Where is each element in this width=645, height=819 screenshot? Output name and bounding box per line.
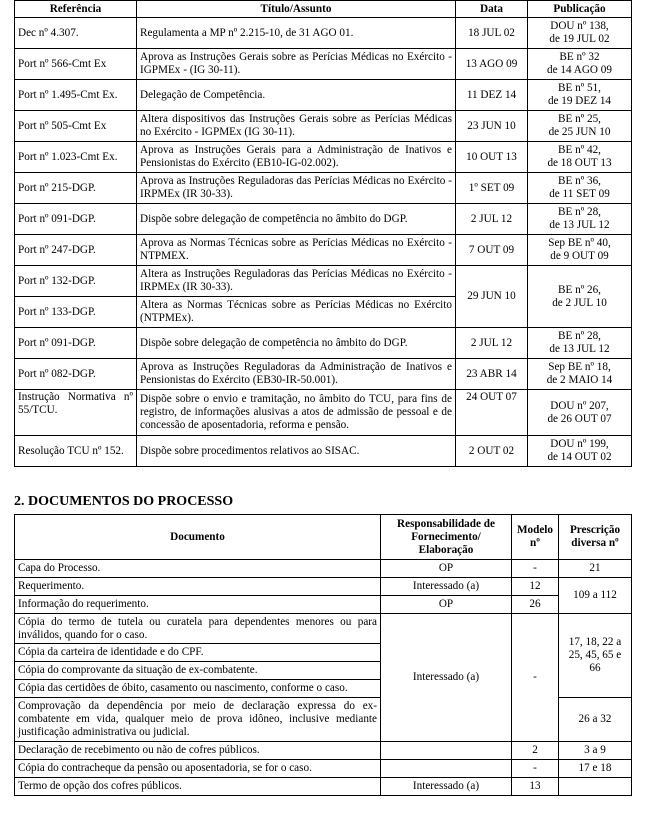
reference-cell: Port nº 091-DGP.	[15, 204, 137, 235]
document-cell: Capa do Processo.	[15, 560, 381, 578]
table-row	[15, 80, 632, 111]
table-row	[15, 266, 632, 297]
reference-cell: Port nº 091-DGP.	[15, 328, 137, 359]
table-row	[15, 359, 632, 390]
publication-cell: BE nº 28, de 13 JUL 12	[528, 328, 632, 359]
date-cell: 2 JUL 12	[456, 204, 528, 235]
title-cell: Altera dispositivos das Instruções Gerais sobre as Perícias Médicas no Exército - IGPMEx (IG 30-11).	[137, 111, 456, 142]
prescription-cell: 17, 18, 22 a 25, 45, 65 e 66	[559, 614, 632, 698]
responsibility-cell: OP	[381, 560, 512, 578]
title-cell: Dispõe sobre procedimentos relativos ao SISAC.	[137, 436, 456, 467]
title-cell: Delegação de Competência.	[137, 80, 456, 111]
publication-cell: DOU nº 199, de 14 OUT 02	[528, 436, 632, 467]
date-cell: 29 JUN 10	[456, 266, 528, 328]
date-cell: 2 OUT 02	[456, 436, 528, 467]
table-row	[15, 778, 632, 796]
title-cell: Altera as Instruções Reguladoras das Perícias Médicas no Exército - IRPMEx (IR 30-33).	[137, 266, 456, 297]
publication-cell: BE nº 32 de 14 AGO 09	[528, 49, 632, 80]
publication-cell: Sep BE nº 18, de 2 MAIO 14	[528, 359, 632, 390]
title-cell: Aprova as Instruções Reguladoras da Administração de Inativos e Pensionistas do Exército (EB30-IR-50.001).	[137, 359, 456, 390]
reference-cell: Port nº 133-DGP.	[15, 297, 137, 328]
date-cell: 23 ABR 14	[456, 359, 528, 390]
publication-cell: BE nº 25, de 25 JUN 10	[528, 111, 632, 142]
col-header-model: Modelo nº	[512, 515, 559, 560]
date-cell: 1º SET 09	[456, 173, 528, 204]
table-row	[15, 49, 632, 80]
document-cell: Cópia do termo de tutela ou curatela para dependentes menores ou para inválidos, quando for o caso.	[15, 614, 381, 644]
responsibility-cell	[381, 742, 512, 760]
table-row	[15, 18, 632, 49]
table-row	[15, 596, 632, 614]
document-cell: Informação do requerimento.	[15, 596, 381, 614]
col-header-publication: Publicação	[528, 1, 632, 18]
title-cell: Dispõe sobre delegação de competência no âmbito do DGP.	[137, 328, 456, 359]
reference-cell: Port nº 247-DGP.	[15, 235, 137, 266]
table-row	[15, 760, 632, 778]
prescription-cell: 21	[559, 560, 632, 578]
table-row	[15, 390, 632, 436]
model-cell: -	[512, 614, 559, 742]
table-row	[15, 111, 632, 142]
document-cell: Cópia da carteira de identidade e do CPF.	[15, 644, 381, 662]
publication-cell: BE nº 51, de 19 DEZ 14	[528, 80, 632, 111]
publication-cell: DOU nº 138, de 19 JUL 02	[528, 18, 632, 49]
date-cell: 10 OUT 13	[456, 142, 528, 173]
reference-cell: Port nº 132-DGP.	[15, 266, 137, 297]
responsibility-cell	[381, 760, 512, 778]
table-row	[15, 742, 632, 760]
documents-table	[14, 514, 632, 796]
reference-cell: Port nº 1.023-Cmt Ex.	[15, 142, 137, 173]
prescription-cell	[559, 778, 632, 796]
prescription-cell: 17 e 18	[559, 760, 632, 778]
title-cell: Regulamenta a MP nº 2.215-10, de 31 AGO 01.	[137, 18, 456, 49]
publication-cell: BE nº 28, de 13 JUL 12	[528, 204, 632, 235]
responsibility-cell: Interessado (a)	[381, 614, 512, 742]
document-cell: Comprovação da dependência por meio de declaração expressa do ex-combatente em vida, qualquer meio de prova idôneo, inclusive mediante justificação administrativa ou judicial.	[15, 698, 381, 742]
references-table	[14, 0, 632, 467]
model-cell: -	[512, 760, 559, 778]
prescription-cell: 3 a 9	[559, 742, 632, 760]
publication-cell: BE nº 42, de 18 OUT 13	[528, 142, 632, 173]
col-header-title: Título/Assunto	[137, 1, 456, 18]
date-cell: 2 JUL 12	[456, 328, 528, 359]
date-cell: 18 JUL 02	[456, 18, 528, 49]
model-cell: 2	[512, 742, 559, 760]
reference-cell: Port nº 215-DGP.	[15, 173, 137, 204]
publication-cell: Sep BE nº 40, de 9 OUT 09	[528, 235, 632, 266]
title-cell: Aprova as Instruções Gerais sobre as Perícias Médicas no Exército - IGPMEx - (IG 30-11).	[137, 49, 456, 80]
title-cell: Dispõe sobre delegação de competência no âmbito do DGP.	[137, 204, 456, 235]
title-cell: Aprova as Instruções Reguladoras das Perícias Médicas no Exército - IRPMEx (IR 30-33).	[137, 173, 456, 204]
document-cell: Termo de opção dos cofres públicos.	[15, 778, 381, 796]
reference-cell: Resolução TCU nº 152.	[15, 436, 137, 467]
title-cell: Altera as Normas Técnicas sobre as Perícias Médicas no Exército (NTPMEx).	[137, 297, 456, 328]
table-row	[15, 204, 632, 235]
date-cell: 7 OUT 09	[456, 235, 528, 266]
responsibility-cell: OP	[381, 596, 512, 614]
col-header-prescription: Prescrição diversa nº	[559, 515, 632, 560]
title-cell: Aprova as Normas Técnicas sobre as Perícias Médicas no Exército - NTPMEX.	[137, 235, 456, 266]
responsibility-cell: Interessado (a)	[381, 778, 512, 796]
document-cell: Declaração de recebimento ou não de cofres públicos.	[15, 742, 381, 760]
col-header-date: Data	[456, 1, 528, 18]
table-row	[15, 235, 632, 266]
table-row	[15, 560, 632, 578]
col-header-document: Documento	[15, 515, 381, 560]
col-header-reference: Referência	[15, 1, 137, 18]
document-cell: Cópia do comprovante da situação de ex-combatente.	[15, 662, 381, 680]
table-row	[15, 578, 632, 596]
date-cell: 24 OUT 07	[456, 390, 528, 436]
publication-cell: BE nº 36, de 11 SET 09	[528, 173, 632, 204]
section-heading: 2. DOCUMENTOS DO PROCESSO	[14, 494, 234, 509]
reference-cell: Port nº 1.495-Cmt Ex.	[15, 80, 137, 111]
date-cell: 23 JUN 10	[456, 111, 528, 142]
reference-cell: Port nº 505-Cmt Ex	[15, 111, 137, 142]
table-row	[15, 173, 632, 204]
publication-cell: BE nº 26, de 2 JUL 10	[528, 266, 632, 328]
model-cell: 13	[512, 778, 559, 796]
prescription-cell: 109 a 112	[559, 578, 632, 614]
document-cell: Requerimento.	[15, 578, 381, 596]
model-cell: 12	[512, 578, 559, 596]
table-row	[15, 614, 632, 644]
responsibility-cell: Interessado (a)	[381, 578, 512, 596]
table-row	[15, 436, 632, 467]
reference-cell: Instrução Normativa nº 55/TCU.	[15, 390, 137, 436]
col-header-responsibility: Responsabilidade de Fornecimento/ Elaboração	[381, 515, 512, 560]
reference-cell: Port nº 082-DGP.	[15, 359, 137, 390]
title-cell: Dispõe sobre o envio e tramitação, no âmbito do TCU, para fins de registro, de informações alusivas a atos de admissão de pessoal e de concessão de aposentadoria, reforma e pensão.	[137, 390, 456, 436]
title-cell: Aprova as Instruções Gerais para a Administração de Inativos e Pensionistas do Exército (EB10-IG-02.002).	[137, 142, 456, 173]
date-cell: 11 DEZ 14	[456, 80, 528, 111]
prescription-cell: 26 a 32	[559, 698, 632, 742]
publication-cell: DOU nº 207, de 26 OUT 07	[528, 390, 632, 436]
table-row	[15, 142, 632, 173]
model-cell: -	[512, 560, 559, 578]
reference-cell: Dec nº 4.307.	[15, 18, 137, 49]
document-cell: Cópia do contracheque da pensão ou aposentadoria, se for o caso.	[15, 760, 381, 778]
reference-cell: Port nº 566-Cmt Ex	[15, 49, 137, 80]
model-cell: 26	[512, 596, 559, 614]
document-cell: Cópia das certidões de óbito, casamento ou nascimento, conforme o caso.	[15, 680, 381, 698]
date-cell: 13 AGO 09	[456, 49, 528, 80]
table-row	[15, 328, 632, 359]
